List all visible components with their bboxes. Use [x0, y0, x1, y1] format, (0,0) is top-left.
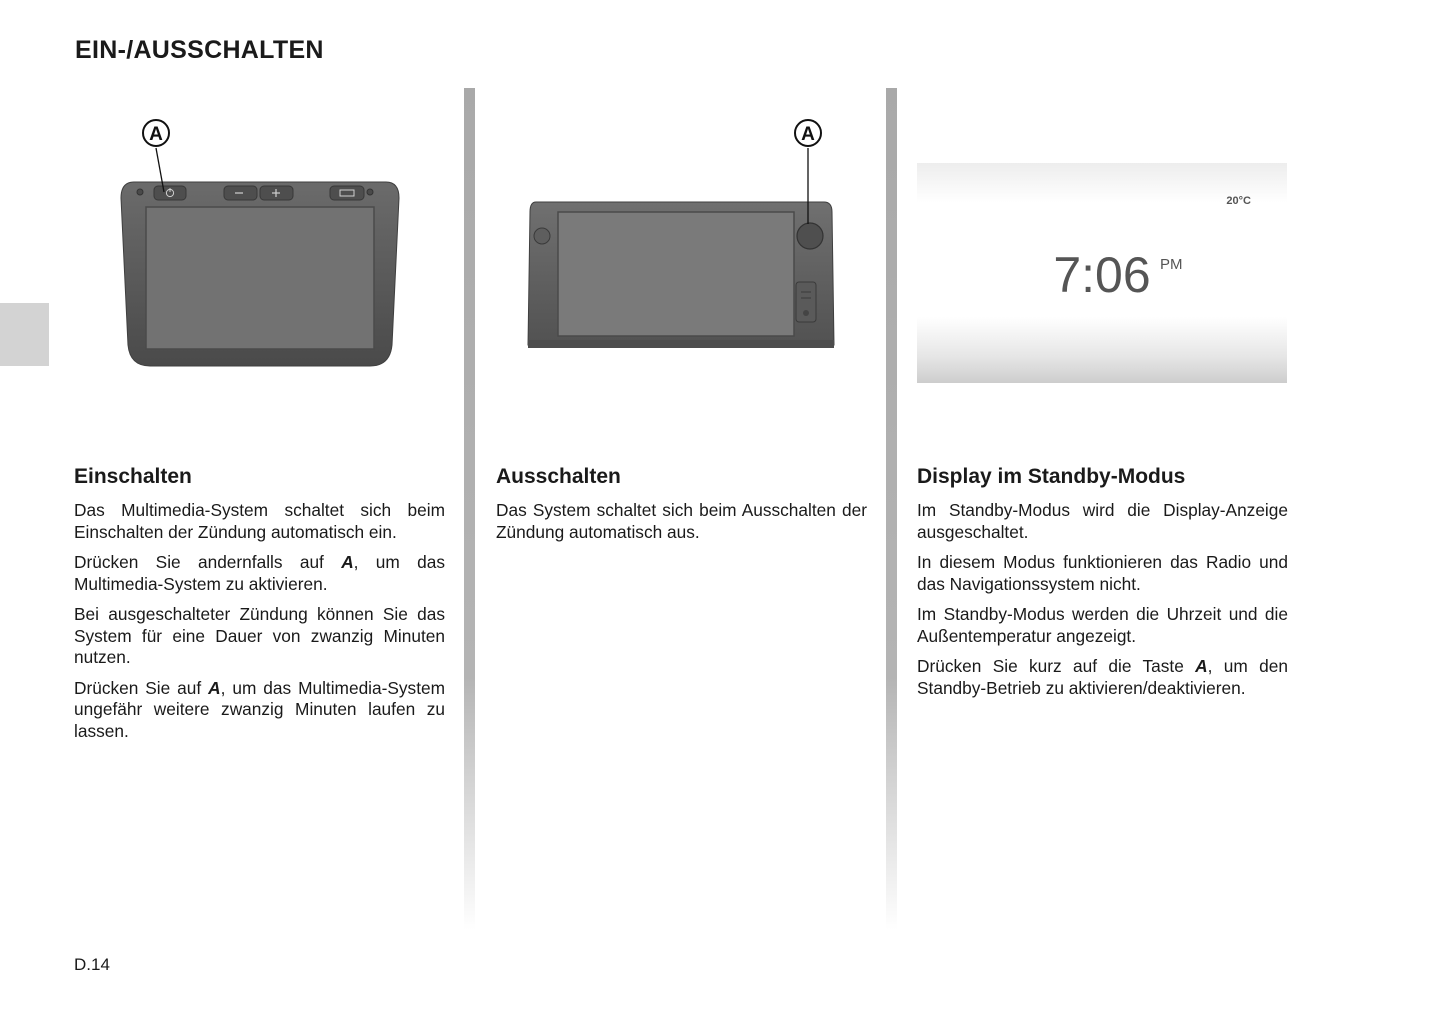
- clock-time: 7:06: [1053, 247, 1151, 303]
- figure-standby-screen: [917, 100, 1289, 420]
- figure-multimedia-unit-front: [74, 100, 446, 420]
- column-ausschalten: [496, 0, 868, 1026]
- section-tab-marker: [0, 303, 49, 366]
- callout-ref-a: A: [341, 552, 354, 572]
- callout-a: [795, 120, 821, 146]
- power-knob-icon[interactable]: [797, 223, 823, 249]
- column-divider-2: [886, 88, 897, 930]
- body-standby: [917, 500, 1288, 708]
- callout-ref-a: A: [1195, 656, 1208, 676]
- column-divider-1: [464, 88, 475, 930]
- heading-einschalten: Einschalten: [74, 465, 192, 488]
- body-einschalten: [74, 500, 445, 751]
- paragraph: Im Standby-Modus wird die Display-Anzeige ausgeschaltet.: [917, 500, 1288, 542]
- heading-ausschalten: Ausschalten: [496, 465, 621, 488]
- svg-text:A: A: [149, 124, 163, 145]
- left-knob-icon: [534, 228, 550, 244]
- paragraph: Drücken Sie andernfalls auf A, um das Multimedia-System zu aktivieren.: [74, 552, 445, 594]
- device-screen: [558, 212, 794, 336]
- column-einschalten: [74, 0, 446, 1026]
- page-number: D.14: [74, 955, 110, 974]
- mic-dot-icon: [137, 189, 143, 195]
- home-button-icon[interactable]: [330, 186, 364, 200]
- paragraph: Drücken Sie auf A, um das Multimedia-System ungefähr weitere zwanzig Minuten laufen zu lassen.: [74, 677, 445, 741]
- svg-text:A: A: [801, 124, 815, 145]
- callout-ref-a: A: [208, 677, 221, 698]
- outside-temperature: 20°C: [1226, 195, 1251, 207]
- heading-standby: Display im Standby-Modus: [917, 465, 1186, 488]
- paragraph: Bei ausgeschalteter Zündung können Sie das System für eine Dauer von zwanzig Minuten nutzen.: [74, 604, 445, 667]
- paragraph: Drücken Sie kurz auf die Taste A, um den Standby-Betrieb zu aktivieren/deaktivieren.: [917, 656, 1289, 698]
- body-ausschalten: [496, 500, 867, 552]
- device-screen: [146, 207, 374, 349]
- column-standby: [917, 0, 1289, 1026]
- paragraph: In diesem Modus funktionieren das Radio und das Navigationssystem nicht.: [917, 552, 1288, 594]
- paragraph: Im Standby-Modus werden die Uhrzeit und die Außentemperatur angezeigt.: [917, 604, 1288, 646]
- callout-a: [143, 120, 169, 146]
- figure-multimedia-unit-alt: [496, 100, 868, 420]
- clock-ampm: PM: [1160, 256, 1183, 273]
- sensor-dot-icon: [367, 189, 373, 195]
- page-title: EIN-/AUSSCHALTEN: [75, 36, 324, 64]
- paragraph: Das System schaltet sich beim Ausschalten der Zündung automatisch aus.: [496, 500, 867, 542]
- paragraph: Das Multimedia-System schaltet sich beim Einschalten der Zündung automatisch ein.: [74, 500, 445, 542]
